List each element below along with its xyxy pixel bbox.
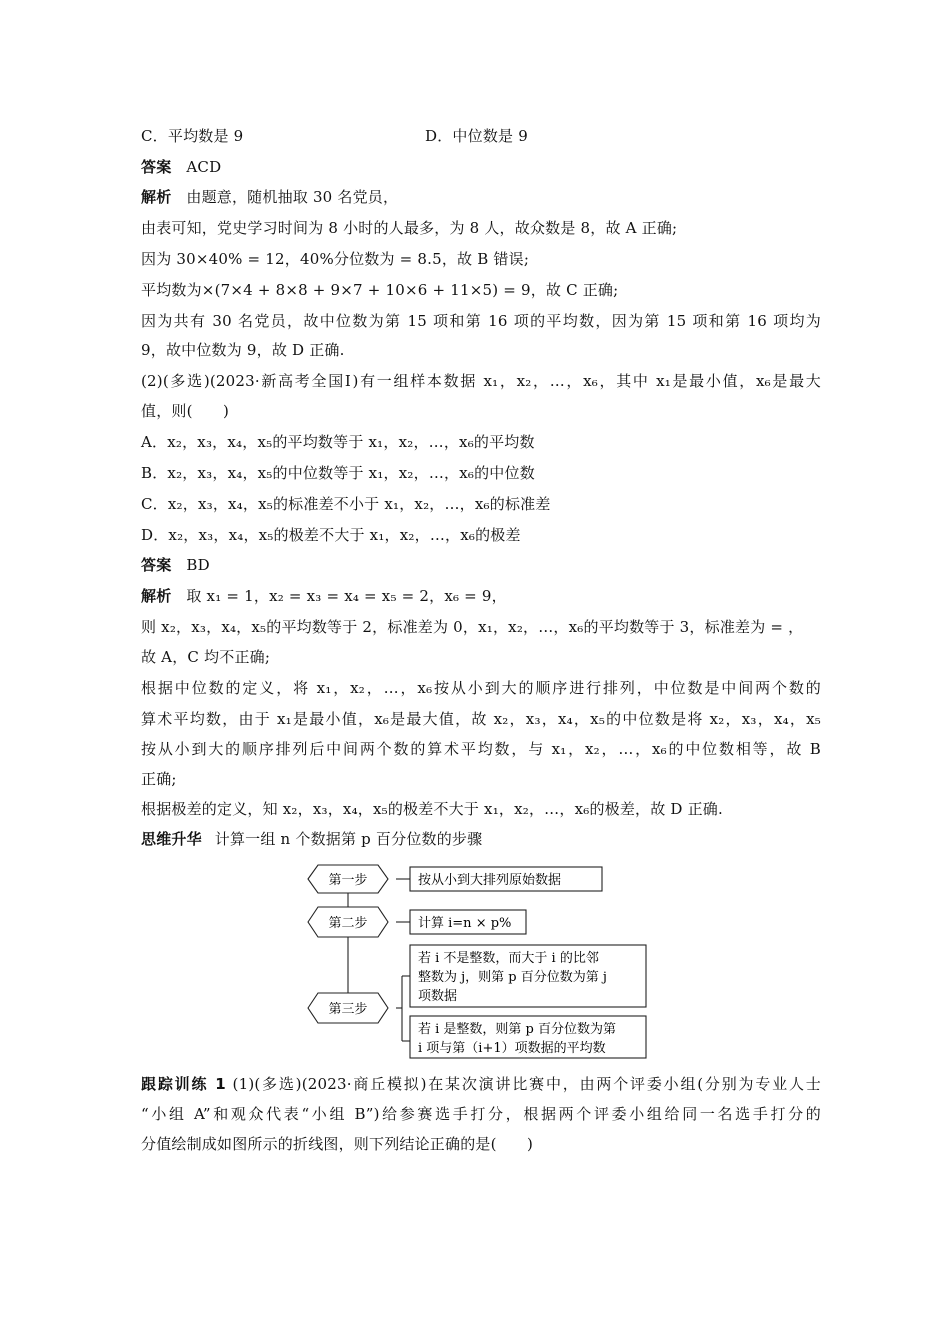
q2-analysis-line-3: 根据中位数的定义，将 x₁，x₂，…，x₆按从小到大的顺序进行排列，中位数是中间两个数的 bbox=[141, 679, 821, 697]
q2-stem-line-1: 值，则( ) bbox=[141, 402, 230, 420]
q1-analysis-line-1: 由表可知，党史学习时间为 8 小时的人最多，为 8 人，故众数是 8，故 A 正确; bbox=[141, 219, 678, 237]
analysis-label: 解析 bbox=[141, 587, 172, 605]
box2-text: 计算 i=n × p% bbox=[418, 916, 512, 931]
step2-label: 第二步 bbox=[328, 916, 368, 931]
analysis-text: 由题意，随机抽取 30 名党员， bbox=[186, 188, 399, 206]
q1-option-c: C．平均数是 9 bbox=[141, 127, 244, 145]
summary-heading bbox=[141, 829, 821, 849]
practice-label: 跟踪训练 1 bbox=[141, 1075, 226, 1093]
summary-label: 思维升华 bbox=[141, 830, 202, 848]
practice-line-1: “小组 A”和观众代表“小组 B”)给参赛选手打分，根据两个评委小组给同一名选手打分的 bbox=[141, 1105, 821, 1123]
answer-value: BD bbox=[186, 556, 210, 574]
q2-analysis-line-2: 故 A，C 均不正确; bbox=[141, 648, 271, 666]
box3-line-2: 项数据 bbox=[418, 989, 458, 1004]
q2-analysis-line-5: 按从小到大的顺序排列后中间两个数的算术平均数，与 x₁，x₂，…，x₆的中位数相等，故 B bbox=[141, 740, 821, 758]
summary-title: 计算一组 n 个数据第 p 百分位数的步骤 bbox=[214, 830, 483, 848]
q2-analysis-line-6: 正确; bbox=[141, 770, 177, 788]
q2-option-b: B．x₂，x₃，x₄，x₅的中位数等于 x₁，x₂，…，x₆的中位数 bbox=[141, 464, 535, 482]
q2-analysis-line-4: 算术平均数，由于 x₁是最小值，x₆是最大值，故 x₂，x₃，x₄，x₅的中位数是将 x₂，x₃，x₄，x₅ bbox=[141, 710, 821, 728]
answer-label: 答案 bbox=[141, 556, 172, 574]
box4-line-0: 若 i 是整数，则第 p 百分位数为第 bbox=[418, 1022, 617, 1037]
practice-line-0 bbox=[141, 1074, 821, 1094]
analysis-text: 取 x₁ = 1，x₂ = x₃ = x₄ = x₅ = 2，x₆ = 9， bbox=[186, 587, 507, 605]
box1-text: 按从小到大排列原始数据 bbox=[418, 873, 562, 888]
q1-analysis-line-3: 平均数为×(7×4 + 8×8 + 9×7 + 10×6 + 11×5) = 9，故 C 正确; bbox=[141, 281, 619, 299]
q2-analysis-line-7: 根据极差的定义，知 x₂，x₃，x₄，x₅的极差不大于 x₁，x₂，…，x₆的极差，故 D 正确. bbox=[141, 800, 723, 818]
step1-label: 第一步 bbox=[328, 873, 368, 888]
box3-line-1: 整数为 j，则第 p 百分位数为第 j bbox=[418, 970, 607, 985]
q2-stem-line-0: (2)(多选)(2023·新高考全国Ⅰ)有一组样本数据 x₁，x₂，…，x₆，其中 x₁是最小值，x₆是最大 bbox=[141, 372, 821, 390]
box3-line-0: 若 i 不是整数，而大于 i 的比邻 bbox=[418, 951, 599, 966]
q1-analysis-line-0 bbox=[141, 187, 821, 207]
practice-line-2: 分值绘制成如图所示的折线图，则下列结论正确的是( ) bbox=[141, 1135, 534, 1153]
q2-analysis-line-0 bbox=[141, 586, 821, 606]
q1-analysis-line-5: 9，故中位数为 9，故 D 正确. bbox=[141, 341, 345, 359]
percentile-flowchart bbox=[300, 855, 660, 1065]
analysis-label: 解析 bbox=[141, 188, 172, 206]
q1-analysis-line-2: 因为 30×40% = 12，40%分位数为 = 8.5，故 B 错误; bbox=[141, 250, 530, 268]
practice-text: (1)(多选)(2023·商丘模拟)在某次演讲比赛中，由两个评委小组(分别为专业人士 bbox=[232, 1075, 822, 1093]
answer-value: ACD bbox=[186, 158, 222, 176]
answer-label: 答案 bbox=[141, 158, 172, 176]
q1-analysis-line-4: 因为共有 30 名党员，故中位数为第 15 项和第 16 项的平均数，因为第 15 项和第 16 项均为 bbox=[141, 312, 821, 330]
q1-answer bbox=[141, 157, 821, 177]
q1-option-row bbox=[141, 126, 821, 146]
step3-label: 第三步 bbox=[328, 1002, 368, 1017]
q2-answer bbox=[141, 555, 821, 575]
q2-option-c: C．x₂，x₃，x₄，x₅的标准差不小于 x₁，x₂，…，x₆的标准差 bbox=[141, 495, 551, 513]
q2-option-d: D．x₂，x₃，x₄，x₅的极差不大于 x₁，x₂，…，x₆的极差 bbox=[141, 526, 521, 544]
box4-line-1: i 项与第（i+1）项数据的平均数 bbox=[418, 1041, 606, 1056]
q2-analysis-line-1: 则 x₂，x₃，x₄，x₅的平均数等于 2，标准差为 0，x₁，x₂，…，x₆的平均数等于 3，标准差为 = ， bbox=[141, 618, 804, 636]
q2-option-a: A．x₂，x₃，x₄，x₅的平均数等于 x₁，x₂，…，x₆的平均数 bbox=[141, 433, 535, 451]
q1-option-d: D．中位数是 9 bbox=[425, 127, 528, 145]
